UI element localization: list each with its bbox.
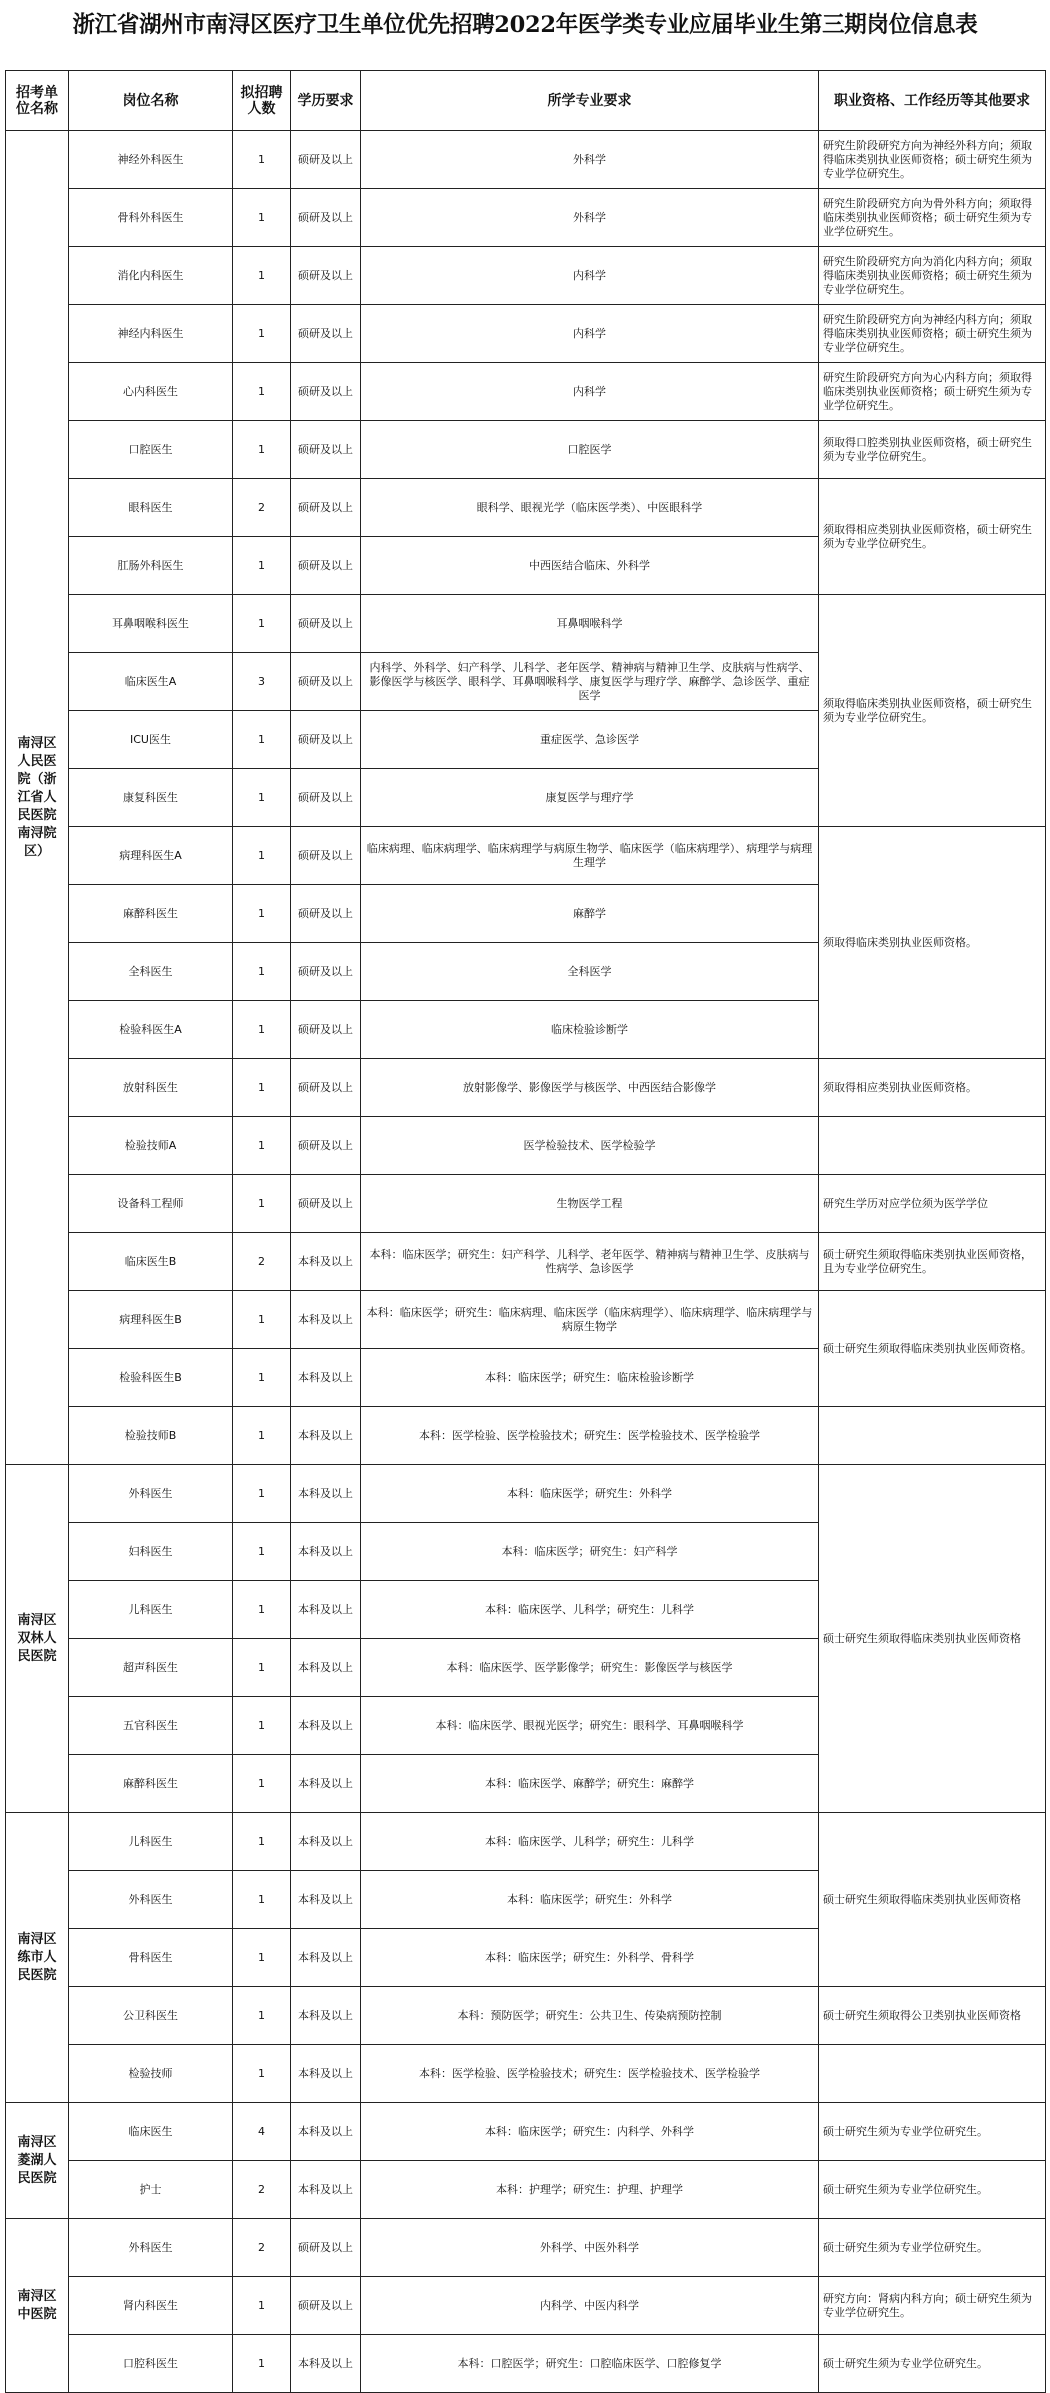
count-cell: 1 — [233, 1697, 291, 1755]
other-cell: 须取得临床类别执业医师资格，硕士研究生须为专业学位研究生。 — [819, 595, 1046, 827]
major-cell: 临床检验诊断学 — [361, 1001, 819, 1059]
education-cell: 硕研及以上 — [291, 1117, 361, 1175]
position-cell: 儿科医生 — [69, 1813, 233, 1871]
unit-cell: 南浔区菱湖人民医院 — [6, 2103, 69, 2219]
major-cell: 本科：临床医学、麻醉学；研究生：麻醉学 — [361, 1755, 819, 1813]
count-cell: 1 — [233, 943, 291, 1001]
position-cell: 外科医生 — [69, 1871, 233, 1929]
major-cell: 本科：临床医学；研究生：妇产科学 — [361, 1523, 819, 1581]
major-cell: 本科：临床医学；研究生：妇产科学、儿科学、老年医学、精神病与精神卫生学、皮肤病与性病学、急诊医学 — [361, 1233, 819, 1291]
unit-cell: 南浔区双林人民医院 — [6, 1465, 69, 1813]
education-cell: 本科及以上 — [291, 1349, 361, 1407]
count-cell: 1 — [233, 1871, 291, 1929]
position-cell: 妇科医生 — [69, 1523, 233, 1581]
major-cell: 内科学 — [361, 247, 819, 305]
table-row — [6, 1233, 1046, 1291]
position-cell: 超声科医生 — [69, 1639, 233, 1697]
education-cell: 本科及以上 — [291, 1697, 361, 1755]
header-education: 学历要求 — [291, 71, 361, 131]
count-cell: 1 — [233, 2277, 291, 2335]
position-cell: 检验技师B — [69, 1407, 233, 1465]
education-cell: 硕研及以上 — [291, 479, 361, 537]
position-cell: 设备科工程师 — [69, 1175, 233, 1233]
other-cell: 须取得相应类别执业医师资格，硕士研究生须为专业学位研究生。 — [819, 479, 1046, 595]
header-position: 岗位名称 — [69, 71, 233, 131]
count-cell: 1 — [233, 1987, 291, 2045]
count-cell: 4 — [233, 2103, 291, 2161]
position-cell: 检验科医生A — [69, 1001, 233, 1059]
major-cell: 全科医学 — [361, 943, 819, 1001]
position-cell: 外科医生 — [69, 2219, 233, 2277]
other-cell: 研究生阶段研究方向为心内科方向；须取得临床类别执业医师资格；硕士研究生须为专业学位研究生。 — [819, 363, 1046, 421]
education-cell: 本科及以上 — [291, 1755, 361, 1813]
major-cell: 本科：医学检验、医学检验技术；研究生：医学检验技术、医学检验学 — [361, 2045, 819, 2103]
other-cell: 硕士研究生须为专业学位研究生。 — [819, 2103, 1046, 2161]
count-cell: 1 — [233, 537, 291, 595]
other-cell: 研究生阶段研究方向为神经外科方向；须取得临床类别执业医师资格；硕士研究生须为专业学位研究生。 — [819, 131, 1046, 189]
position-cell: 五官科医生 — [69, 1697, 233, 1755]
count-cell: 1 — [233, 1291, 291, 1349]
education-cell: 本科及以上 — [291, 2335, 361, 2393]
position-cell: 外科医生 — [69, 1465, 233, 1523]
position-cell: 病理科医生B — [69, 1291, 233, 1349]
education-cell: 本科及以上 — [291, 1291, 361, 1349]
major-cell: 本科：临床医学、儿科学；研究生：儿科学 — [361, 1581, 819, 1639]
other-cell: 硕士研究生须为专业学位研究生。 — [819, 2161, 1046, 2219]
major-cell: 中西医结合临床、外科学 — [361, 537, 819, 595]
count-cell: 1 — [233, 305, 291, 363]
education-cell: 硕研及以上 — [291, 363, 361, 421]
count-cell: 1 — [233, 1349, 291, 1407]
other-cell: 研究生阶段研究方向为神经内科方向；须取得临床类别执业医师资格；硕士研究生须为专业学位研究生。 — [819, 305, 1046, 363]
table-row — [6, 1465, 1046, 1523]
table-row — [6, 1059, 1046, 1117]
header-major: 所学专业要求 — [361, 71, 819, 131]
major-cell: 本科：临床医学、医学影像学；研究生：影像医学与核医学 — [361, 1639, 819, 1697]
position-cell: 肛肠外科医生 — [69, 537, 233, 595]
education-cell: 硕研及以上 — [291, 189, 361, 247]
other-cell: 研究生阶段研究方向为消化内科方向；须取得临床类别执业医师资格；硕士研究生须为专业学位研究生。 — [819, 247, 1046, 305]
major-cell: 本科：临床医学；研究生：外科学 — [361, 1465, 819, 1523]
position-cell: 麻醉科医生 — [69, 885, 233, 943]
major-cell: 外科学 — [361, 189, 819, 247]
education-cell: 本科及以上 — [291, 1987, 361, 2045]
table-row — [6, 2045, 1046, 2103]
table-row — [6, 2277, 1046, 2335]
count-cell: 1 — [233, 1929, 291, 1987]
unit-cell: 南浔区练市人民医院 — [6, 1813, 69, 2103]
other-cell: 研究方向：肾病内科方向；硕士研究生须为专业学位研究生。 — [819, 2277, 1046, 2335]
count-cell: 1 — [233, 1001, 291, 1059]
major-cell: 本科：临床医学、儿科学；研究生：儿科学 — [361, 1813, 819, 1871]
major-cell: 本科：医学检验、医学检验技术；研究生：医学检验技术、医学检验学 — [361, 1407, 819, 1465]
count-cell: 1 — [233, 421, 291, 479]
table-row — [6, 1291, 1046, 1349]
major-cell: 生物医学工程 — [361, 1175, 819, 1233]
other-cell: 硕士研究生须取得临床类别执业医师资格 — [819, 1813, 1046, 1987]
education-cell: 本科及以上 — [291, 2045, 361, 2103]
education-cell: 硕研及以上 — [291, 885, 361, 943]
page-title: 浙江省湖州市南浔区医疗卫生单位优先招聘2022年医学类专业应届毕业生第三期岗位信息表 — [72, 12, 978, 38]
count-cell: 2 — [233, 1233, 291, 1291]
position-cell: 临床医生 — [69, 2103, 233, 2161]
count-cell: 1 — [233, 769, 291, 827]
table-row — [6, 189, 1046, 247]
major-cell: 本科：预防医学；研究生：公共卫生、传染病预防控制 — [361, 1987, 819, 2045]
table-row — [6, 2219, 1046, 2277]
education-cell: 硕研及以上 — [291, 2277, 361, 2335]
count-cell: 1 — [233, 711, 291, 769]
position-cell: 骨科外科医生 — [69, 189, 233, 247]
major-cell: 放射影像学、影像医学与核医学、中西医结合影像学 — [361, 1059, 819, 1117]
header-count: 拟招聘人数 — [233, 71, 291, 131]
table-row — [6, 1117, 1046, 1175]
count-cell: 1 — [233, 1581, 291, 1639]
count-cell: 1 — [233, 885, 291, 943]
position-cell: 神经内科医生 — [69, 305, 233, 363]
table-row — [6, 1813, 1046, 1871]
position-cell: ICU医生 — [69, 711, 233, 769]
major-cell: 本科：临床医学；研究生：外科学、骨科学 — [361, 1929, 819, 1987]
count-cell: 1 — [233, 1059, 291, 1117]
position-cell: 麻醉科医生 — [69, 1755, 233, 1813]
position-cell: 检验技师A — [69, 1117, 233, 1175]
unit-cell: 南浔区人民医院（浙江省人民医院南浔院区） — [6, 131, 69, 1465]
count-cell: 1 — [233, 1117, 291, 1175]
count-cell: 1 — [233, 131, 291, 189]
count-cell: 1 — [233, 595, 291, 653]
header-unit: 招考单位名称 — [6, 71, 69, 131]
education-cell: 硕研及以上 — [291, 131, 361, 189]
table-row — [6, 2161, 1046, 2219]
education-cell: 硕研及以上 — [291, 247, 361, 305]
other-cell: 硕士研究生须取得公卫类别执业医师资格 — [819, 1987, 1046, 2045]
major-cell: 临床病理、临床病理学、临床病理学与病原生物学、临床医学（临床病理学）、病理学与病理生理学 — [361, 827, 819, 885]
major-cell: 外科学、中医外科学 — [361, 2219, 819, 2277]
major-cell: 本科：临床医学；研究生：外科学 — [361, 1871, 819, 1929]
other-cell — [819, 2045, 1046, 2103]
table-row — [6, 1175, 1046, 1233]
major-cell: 重症医学、急诊医学 — [361, 711, 819, 769]
education-cell: 硕研及以上 — [291, 711, 361, 769]
position-cell: 耳鼻咽喉科医生 — [69, 595, 233, 653]
count-cell: 1 — [233, 247, 291, 305]
education-cell: 硕研及以上 — [291, 769, 361, 827]
major-cell: 内科学 — [361, 305, 819, 363]
position-cell: 消化内科医生 — [69, 247, 233, 305]
table-row — [6, 479, 1046, 537]
major-cell: 本科：临床医学、眼视光医学；研究生：眼科学、耳鼻咽喉科学 — [361, 1697, 819, 1755]
education-cell: 硕研及以上 — [291, 1059, 361, 1117]
count-cell: 2 — [233, 2161, 291, 2219]
position-cell: 临床医生B — [69, 1233, 233, 1291]
count-cell: 2 — [233, 479, 291, 537]
major-cell: 本科：口腔医学；研究生：口腔临床医学、口腔修复学 — [361, 2335, 819, 2393]
other-cell: 须取得口腔类别执业医师资格，硕士研究生须为专业学位研究生。 — [819, 421, 1046, 479]
major-cell: 内科学 — [361, 363, 819, 421]
count-cell: 1 — [233, 1407, 291, 1465]
count-cell: 1 — [233, 1813, 291, 1871]
education-cell: 硕研及以上 — [291, 827, 361, 885]
education-cell: 硕研及以上 — [291, 537, 361, 595]
education-cell: 硕研及以上 — [291, 1175, 361, 1233]
position-cell: 放射科医生 — [69, 1059, 233, 1117]
table-row — [6, 2335, 1046, 2393]
position-cell: 骨科医生 — [69, 1929, 233, 1987]
header-row — [6, 71, 1046, 131]
position-cell: 儿科医生 — [69, 1581, 233, 1639]
education-cell: 本科及以上 — [291, 1407, 361, 1465]
education-cell: 硕研及以上 — [291, 595, 361, 653]
header-other: 职业资格、工作经历等其他要求 — [819, 71, 1046, 131]
education-cell: 本科及以上 — [291, 1233, 361, 1291]
position-cell: 护士 — [69, 2161, 233, 2219]
major-cell: 麻醉学 — [361, 885, 819, 943]
other-cell: 研究生学历对应学位须为医学学位 — [819, 1175, 1046, 1233]
education-cell: 硕研及以上 — [291, 1001, 361, 1059]
other-cell: 硕士研究生须为专业学位研究生。 — [819, 2219, 1046, 2277]
major-cell: 耳鼻咽喉科学 — [361, 595, 819, 653]
position-cell: 临床医生A — [69, 653, 233, 711]
other-cell — [819, 1407, 1046, 1465]
education-cell: 硕研及以上 — [291, 305, 361, 363]
education-cell: 本科及以上 — [291, 1639, 361, 1697]
education-cell: 本科及以上 — [291, 2103, 361, 2161]
table-row — [6, 421, 1046, 479]
position-cell: 心内科医生 — [69, 363, 233, 421]
position-cell: 病理科医生A — [69, 827, 233, 885]
major-cell: 本科：临床医学；研究生：内科学、外科学 — [361, 2103, 819, 2161]
major-cell: 内科学、中医内科学 — [361, 2277, 819, 2335]
education-cell: 本科及以上 — [291, 2161, 361, 2219]
count-cell: 1 — [233, 1639, 291, 1697]
count-cell: 1 — [233, 1175, 291, 1233]
table-row — [6, 247, 1046, 305]
position-cell: 全科医生 — [69, 943, 233, 1001]
count-cell: 1 — [233, 1755, 291, 1813]
other-cell: 研究生阶段研究方向为骨外科方向；须取得临床类别执业医师资格；硕士研究生须为专业学位研究生。 — [819, 189, 1046, 247]
other-cell: 硕士研究生须取得临床类别执业医师资格 — [819, 1465, 1046, 1813]
table-row — [6, 2103, 1046, 2161]
count-cell: 1 — [233, 189, 291, 247]
position-cell: 神经外科医生 — [69, 131, 233, 189]
major-cell: 本科：临床医学；研究生：临床病理、临床医学（临床病理学）、临床病理学、临床病理学与病原生物学 — [361, 1291, 819, 1349]
other-cell: 须取得相应类别执业医师资格。 — [819, 1059, 1046, 1117]
position-cell: 公卫科医生 — [69, 1987, 233, 2045]
other-cell: 硕士研究生须为专业学位研究生。 — [819, 2335, 1046, 2393]
education-cell: 本科及以上 — [291, 1871, 361, 1929]
positions-table — [5, 70, 1046, 2393]
education-cell: 硕研及以上 — [291, 653, 361, 711]
major-cell: 康复医学与理疗学 — [361, 769, 819, 827]
education-cell: 硕研及以上 — [291, 421, 361, 479]
education-cell: 本科及以上 — [291, 1581, 361, 1639]
position-cell: 检验科医生B — [69, 1349, 233, 1407]
major-cell: 眼科学、眼视光学（临床医学类）、中医眼科学 — [361, 479, 819, 537]
major-cell: 口腔医学 — [361, 421, 819, 479]
table-row — [6, 1987, 1046, 2045]
table-row — [6, 595, 1046, 653]
count-cell: 1 — [233, 1523, 291, 1581]
education-cell: 本科及以上 — [291, 1523, 361, 1581]
major-cell: 本科：临床医学；研究生：临床检验诊断学 — [361, 1349, 819, 1407]
education-cell: 本科及以上 — [291, 1465, 361, 1523]
position-cell: 眼科医生 — [69, 479, 233, 537]
table-row — [6, 827, 1046, 885]
major-cell: 医学检验技术、医学检验学 — [361, 1117, 819, 1175]
count-cell: 1 — [233, 827, 291, 885]
count-cell: 3 — [233, 653, 291, 711]
unit-cell: 南浔区中医院 — [6, 2219, 69, 2393]
education-cell: 硕研及以上 — [291, 2219, 361, 2277]
other-cell: 硕士研究生须取得临床类别执业医师资格，且为专业学位研究生。 — [819, 1233, 1046, 1291]
table-row — [6, 363, 1046, 421]
table-row — [6, 305, 1046, 363]
table-row — [6, 1407, 1046, 1465]
position-cell: 口腔医生 — [69, 421, 233, 479]
education-cell: 本科及以上 — [291, 1929, 361, 1987]
position-cell: 肾内科医生 — [69, 2277, 233, 2335]
count-cell: 1 — [233, 2335, 291, 2393]
count-cell: 1 — [233, 363, 291, 421]
other-cell — [819, 1117, 1046, 1175]
count-cell: 1 — [233, 2045, 291, 2103]
position-cell: 检验技师 — [69, 2045, 233, 2103]
other-cell: 硕士研究生须取得临床类别执业医师资格。 — [819, 1291, 1046, 1407]
count-cell: 2 — [233, 2219, 291, 2277]
education-cell: 硕研及以上 — [291, 943, 361, 1001]
other-cell: 须取得临床类别执业医师资格。 — [819, 827, 1046, 1059]
count-cell: 1 — [233, 1465, 291, 1523]
position-cell: 康复科医生 — [69, 769, 233, 827]
major-cell: 外科学 — [361, 131, 819, 189]
major-cell: 本科：护理学；研究生：护理、护理学 — [361, 2161, 819, 2219]
position-cell: 口腔科医生 — [69, 2335, 233, 2393]
table-row — [6, 131, 1046, 189]
education-cell: 本科及以上 — [291, 1813, 361, 1871]
major-cell: 内科学、外科学、妇产科学、儿科学、老年医学、精神病与精神卫生学、皮肤病与性病学、影像医学与核医学、眼科学、耳鼻咽喉科学、康复医学与理疗学、麻醉学、急诊医学、重症医学 — [361, 653, 819, 711]
